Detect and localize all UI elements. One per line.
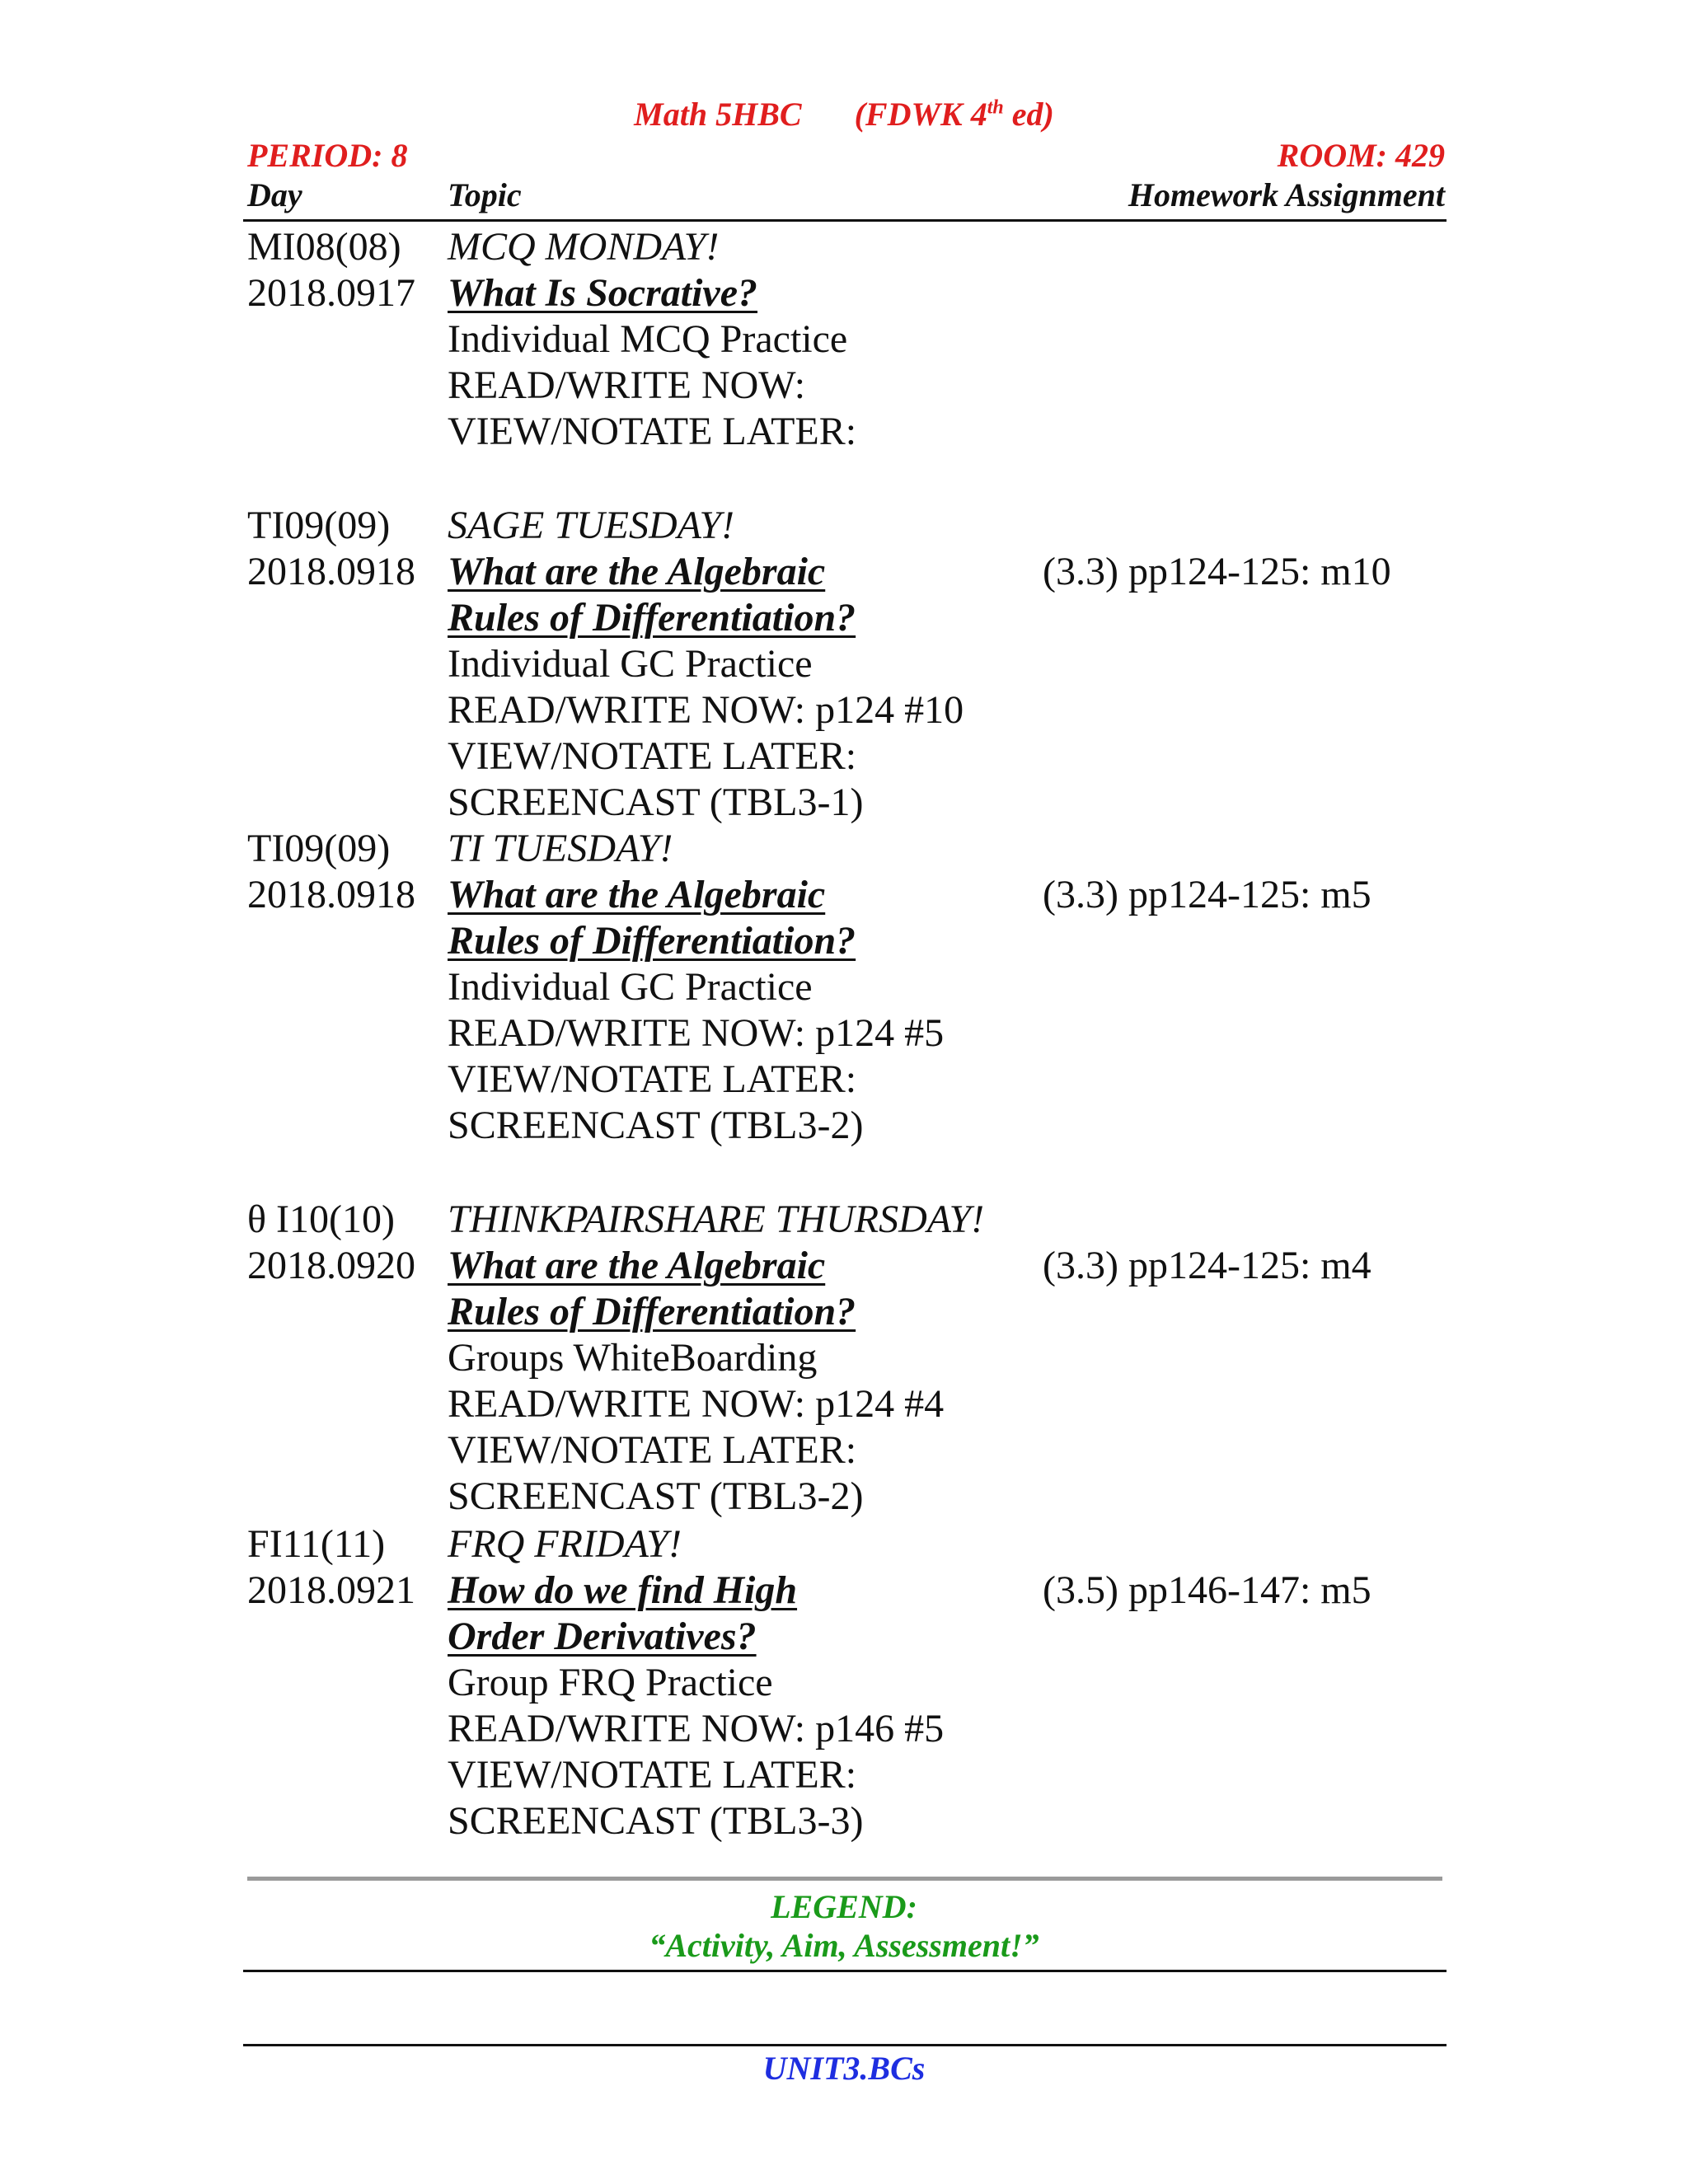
edition-prefix: (FDWK 4 xyxy=(854,96,987,133)
entry-detail-line: VIEW/NOTATE LATER: xyxy=(448,1057,857,1101)
footer-divider xyxy=(243,2044,1447,2046)
entry-aim-text: Rules of Differentiation? xyxy=(448,596,856,640)
entry-aim-line xyxy=(448,1243,825,1289)
entry-aim-line xyxy=(448,1614,757,1660)
entry-detail-line: SCREENCAST (TBL3-3) xyxy=(448,1799,864,1843)
entry-aim-line xyxy=(448,1289,856,1335)
column-header-homework: Homework Assignment xyxy=(1128,176,1445,213)
entry-aim-text: What are the Algebraic xyxy=(448,1244,826,1287)
entry-date: 2018.0917 xyxy=(247,271,415,315)
entry-detail-line: VIEW/NOTATE LATER: xyxy=(448,1428,857,1472)
entry-detail-line: READ/WRITE NOW: p124 #5 xyxy=(448,1011,945,1055)
header-divider xyxy=(243,219,1447,222)
course-title xyxy=(0,95,1688,134)
entry-detail-line: READ/WRITE NOW: p124 #4 xyxy=(448,1382,945,1426)
room-label: ROOM: 429 xyxy=(1277,137,1445,174)
entry-aim-line xyxy=(448,1568,797,1614)
entry-homework: (3.5) pp146-147: m5 xyxy=(1043,1568,1372,1612)
entry-detail-line: Individual MCQ Practice xyxy=(448,317,848,361)
entry-detail-line: Groups WhiteBoarding xyxy=(448,1336,818,1380)
entry-day-code: MI08(08) xyxy=(247,225,401,269)
entry-detail-line: SCREENCAST (TBL3-2) xyxy=(448,1104,864,1147)
entry-theme: FRQ FRIDAY! xyxy=(448,1522,682,1566)
entry-day-code: FI11(11) xyxy=(247,1522,386,1566)
entry-date: 2018.0920 xyxy=(247,1244,415,1287)
entry-homework: (3.3) pp124-125: m5 xyxy=(1043,873,1372,916)
entry-date: 2018.0918 xyxy=(247,550,415,593)
entry-theme: MCQ MONDAY! xyxy=(448,225,720,269)
entry-aim-text: How do we find High xyxy=(448,1568,798,1612)
entry-detail-line: READ/WRITE NOW: p146 #5 xyxy=(448,1707,945,1750)
entry-homework: (3.3) pp124-125: m4 xyxy=(1043,1244,1372,1287)
entry-detail-line: Individual GC Practice xyxy=(448,642,813,686)
column-header-topic: Topic xyxy=(448,176,522,213)
entry-day-code: TI09(09) xyxy=(247,504,391,547)
edition-superscript: th xyxy=(987,96,1004,119)
unit-label: UNIT3.BCs xyxy=(762,2050,926,2087)
legend-text: “Activity, Aim, Assessment!” xyxy=(649,1927,1039,1964)
entry-aim-text: What Is Socrative? xyxy=(448,271,758,315)
entry-detail-line: VIEW/NOTATE LATER: xyxy=(448,410,857,453)
entry-detail-line: READ/WRITE NOW: xyxy=(448,363,806,407)
entry-detail-line: Individual GC Practice xyxy=(448,965,813,1009)
entry-aim-line xyxy=(448,595,856,641)
entry-homework: (3.3) pp124-125: m10 xyxy=(1043,550,1391,593)
legend-divider xyxy=(243,1970,1447,1972)
entry-aim-text: What are the Algebraic xyxy=(448,873,826,916)
entry-aim-line xyxy=(448,270,757,316)
period-label: PERIOD: 8 xyxy=(247,137,408,174)
entry-date: 2018.0921 xyxy=(247,1568,415,1612)
entry-day-code: θ I10(10) xyxy=(247,1197,395,1241)
schedule-end-divider xyxy=(247,1877,1442,1881)
column-header-day: Day xyxy=(247,176,302,213)
entry-detail-line: SCREENCAST (TBL3-1) xyxy=(448,780,864,824)
entry-aim-text: Rules of Differentiation? xyxy=(448,1290,856,1333)
entry-date: 2018.0918 xyxy=(247,873,415,916)
entry-detail-line: VIEW/NOTATE LATER: xyxy=(448,1753,857,1797)
entry-aim-line xyxy=(448,918,856,964)
entry-aim-line xyxy=(448,549,825,595)
edition-suffix: ed) xyxy=(1003,96,1054,133)
entry-aim-text: Order Derivatives? xyxy=(448,1615,757,1658)
entry-theme: TI TUESDAY! xyxy=(448,827,673,870)
entry-aim-text: Rules of Differentiation? xyxy=(448,919,856,963)
entry-detail-line: VIEW/NOTATE LATER: xyxy=(448,734,857,778)
entry-detail-line: SCREENCAST (TBL3-2) xyxy=(448,1474,864,1518)
entry-detail-line: Group FRQ Practice xyxy=(448,1661,773,1704)
entry-day-code: TI09(09) xyxy=(247,827,391,870)
entry-detail-line: READ/WRITE NOW: p124 #10 xyxy=(448,688,964,732)
entry-aim-text: What are the Algebraic xyxy=(448,550,826,593)
entry-aim-line xyxy=(448,872,825,918)
course-name: Math 5HBC xyxy=(634,96,802,133)
entry-theme: SAGE TUESDAY! xyxy=(448,504,734,547)
legend-title: LEGEND: xyxy=(771,1888,917,1925)
entry-theme: THINKPAIRSHARE THURSDAY! xyxy=(448,1197,985,1241)
